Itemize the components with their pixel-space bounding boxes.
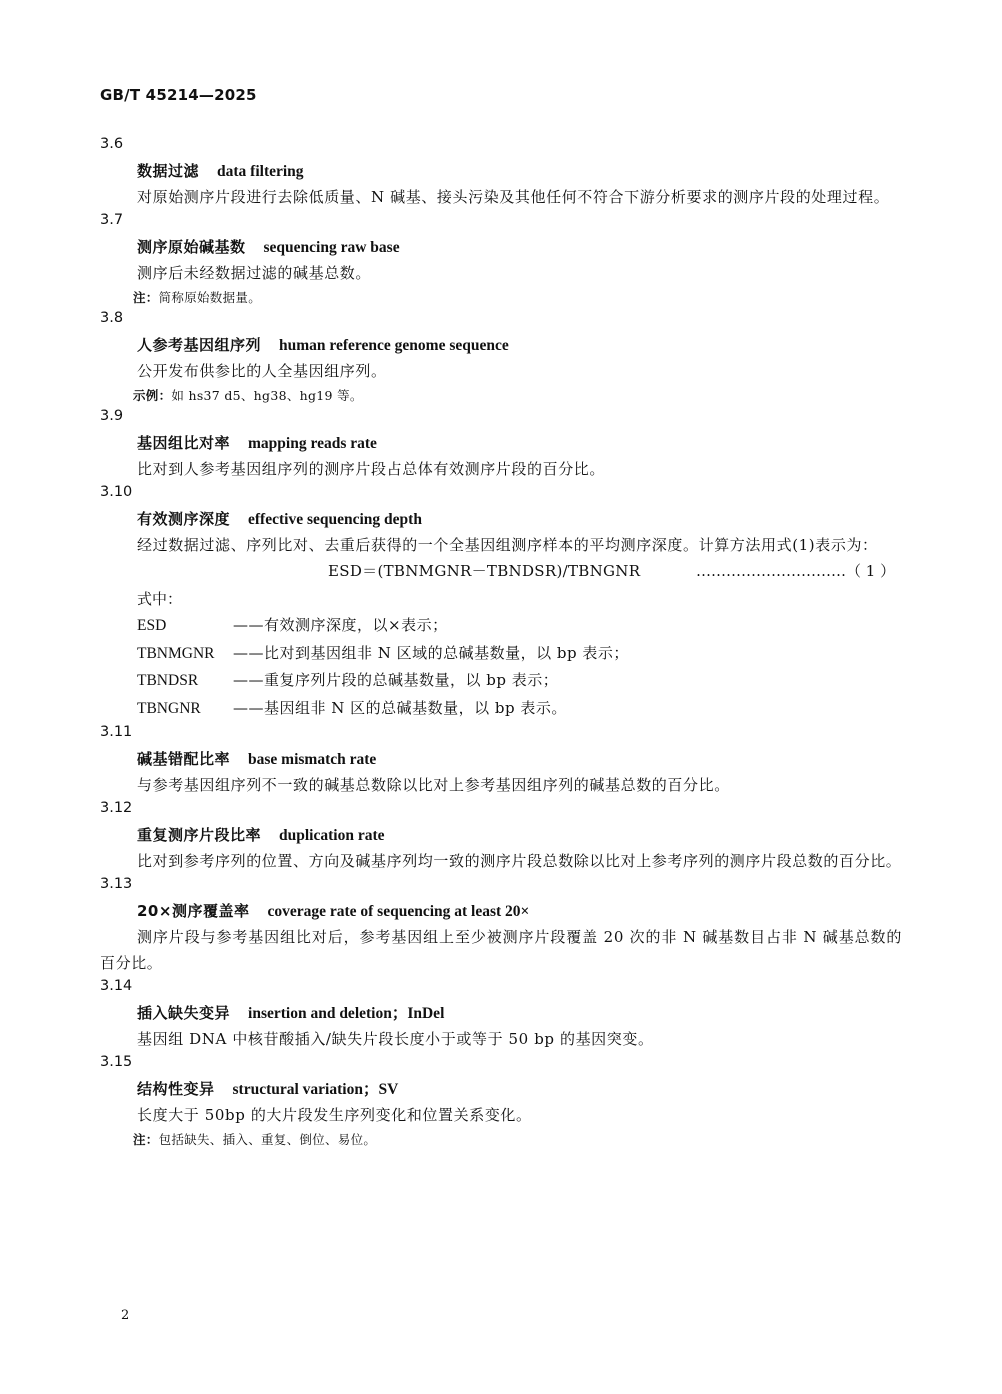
term-en: insertion and deletion；InDel [248, 1005, 445, 1022]
term [100, 236, 902, 258]
term-zh: 插入缺失变异 [137, 1004, 231, 1022]
term-en: sequencing raw base [263, 239, 400, 256]
variable-symbol: TBNGNR [137, 699, 201, 717]
section-3-11 [100, 722, 902, 798]
term-en: data filtering [217, 163, 304, 180]
definition: 基因组 DNA 中核苷酸插入/缺失片段长度小于或等于 50 bp 的基因突变。 [137, 1030, 654, 1048]
formula: ESD＝(TBNMGNR－TBNDSR)/TBNGNR [328, 562, 641, 580]
example [100, 386, 902, 406]
term [100, 1078, 902, 1100]
term-en: duplication rate [279, 827, 385, 844]
variable-desc: ——比对到基因组非 N 区域的总碱基数量，以 bp 表示； [233, 643, 629, 662]
note-text: 简称原始数据量。 [158, 290, 262, 305]
variable-symbol: ESD [137, 617, 167, 634]
standard-code: GB/T 45214—2025 [100, 86, 257, 104]
note [100, 1130, 902, 1150]
where-label: 式中： [137, 590, 183, 608]
term-en: effective sequencing depth [248, 511, 422, 528]
variable-symbol: TBNDSR [137, 672, 199, 689]
variable-list [100, 612, 902, 722]
definition: 测序后未经数据过滤的碱基总数。 [137, 264, 372, 282]
section-3-6 [100, 134, 902, 210]
definition: 测序片段与参考基因组比对后，参考基因组上至少被测序片段覆盖 20 次的非 N 碱基数目占非 N 碱基总数的百分比。 [100, 928, 902, 972]
section-3-15 [100, 1052, 902, 1150]
formula-reference: …………………………（ 1 ） [696, 562, 896, 580]
variable-symbol: TBNMGNR [137, 644, 215, 662]
variable-desc: ——有效测序深度，以×表示； [233, 616, 448, 634]
term-zh: 20×测序覆盖率 [137, 902, 250, 920]
term-en: mapping reads rate [248, 435, 377, 452]
variable-row [137, 695, 902, 723]
section-number: 3.13 [100, 876, 133, 892]
term-zh: 数据过滤 [137, 162, 200, 180]
term [100, 160, 902, 182]
section-3-7 [100, 210, 902, 308]
term [100, 432, 902, 454]
section-number: 3.8 [100, 310, 124, 326]
term [100, 824, 902, 846]
section-number: 3.6 [100, 136, 124, 152]
term-en: base mismatch rate [248, 751, 377, 768]
section-number: 3.10 [100, 484, 133, 500]
term-en: human reference genome sequence [279, 337, 509, 354]
definition: 长度大于 50bp 的大片段发生序列变化和位置关系变化。 [137, 1106, 532, 1124]
term-zh: 测序原始碱基数 [137, 238, 246, 256]
section-3-8 [100, 308, 902, 406]
variable-row [137, 640, 902, 668]
term-en: structural variation；SV [232, 1081, 399, 1098]
term-zh: 结构性变异 [137, 1080, 215, 1098]
section-3-9 [100, 406, 902, 482]
variable-desc: ——基因组非 N 区的总碱基数量，以 bp 表示。 [233, 698, 567, 717]
variable-row [137, 612, 902, 640]
section-3-10 [100, 482, 902, 722]
term-en: coverage rate of sequencing at least 20× [267, 903, 530, 920]
term-zh: 碱基错配比率 [137, 750, 231, 768]
note-label: 注： [133, 290, 159, 305]
definition: 经过数据过滤、序列比对、去重后获得的一个全基因组测序样本的平均测序深度。计算方法用式(1)表示为： [137, 536, 878, 554]
definition: 与参考基因组序列不一致的碱基总数除以比对上参考基因组序列的碱基总数的百分比。 [137, 776, 730, 794]
definition: 公开发布供参比的人全基因组序列。 [137, 362, 387, 380]
example-label: 示例： [133, 388, 172, 403]
note-text: 包括缺失、插入、重复、倒位、易位。 [158, 1132, 377, 1147]
definition: 比对到人参考基因组序列的测序片段占总体有效测序片段的百分比。 [137, 460, 606, 478]
definition: 对原始测序片段进行去除低质量、N 碱基、接头污染及其他任何不符合下游分析要求的测序片段的处理过程。 [137, 188, 890, 206]
section-3-13 [100, 874, 902, 976]
definition: 比对到参考序列的位置、方向及碱基序列均一致的测序片段总数除以比对上参考序列的测序片段总数的百分比。 [137, 852, 902, 870]
term [100, 334, 902, 356]
example-text: 如 hs37 d5、hg38、hg19 等。 [171, 388, 363, 403]
term-zh: 基因组比对率 [137, 434, 231, 452]
definitions-list [100, 134, 902, 1150]
term [100, 508, 902, 530]
term-zh: 有效测序深度 [137, 510, 231, 528]
term [100, 900, 902, 922]
section-number: 3.15 [100, 1054, 133, 1070]
note [100, 288, 902, 308]
section-number: 3.12 [100, 800, 133, 816]
variable-desc: ——重复序列片段的总碱基数量，以 bp 表示； [233, 671, 559, 689]
section-3-14 [100, 976, 902, 1052]
note-label: 注： [133, 1132, 159, 1147]
formula-line [100, 558, 902, 584]
page-number: 2 [121, 1308, 130, 1323]
section-number: 3.7 [100, 212, 124, 228]
variable-row [137, 667, 902, 695]
term [100, 1002, 902, 1024]
term-zh: 重复测序片段比率 [137, 826, 262, 844]
section-number: 3.9 [100, 408, 124, 424]
term [100, 748, 902, 770]
section-number: 3.14 [100, 978, 133, 994]
section-3-12 [100, 798, 902, 874]
section-number: 3.11 [100, 724, 133, 740]
term-zh: 人参考基因组序列 [137, 336, 262, 354]
